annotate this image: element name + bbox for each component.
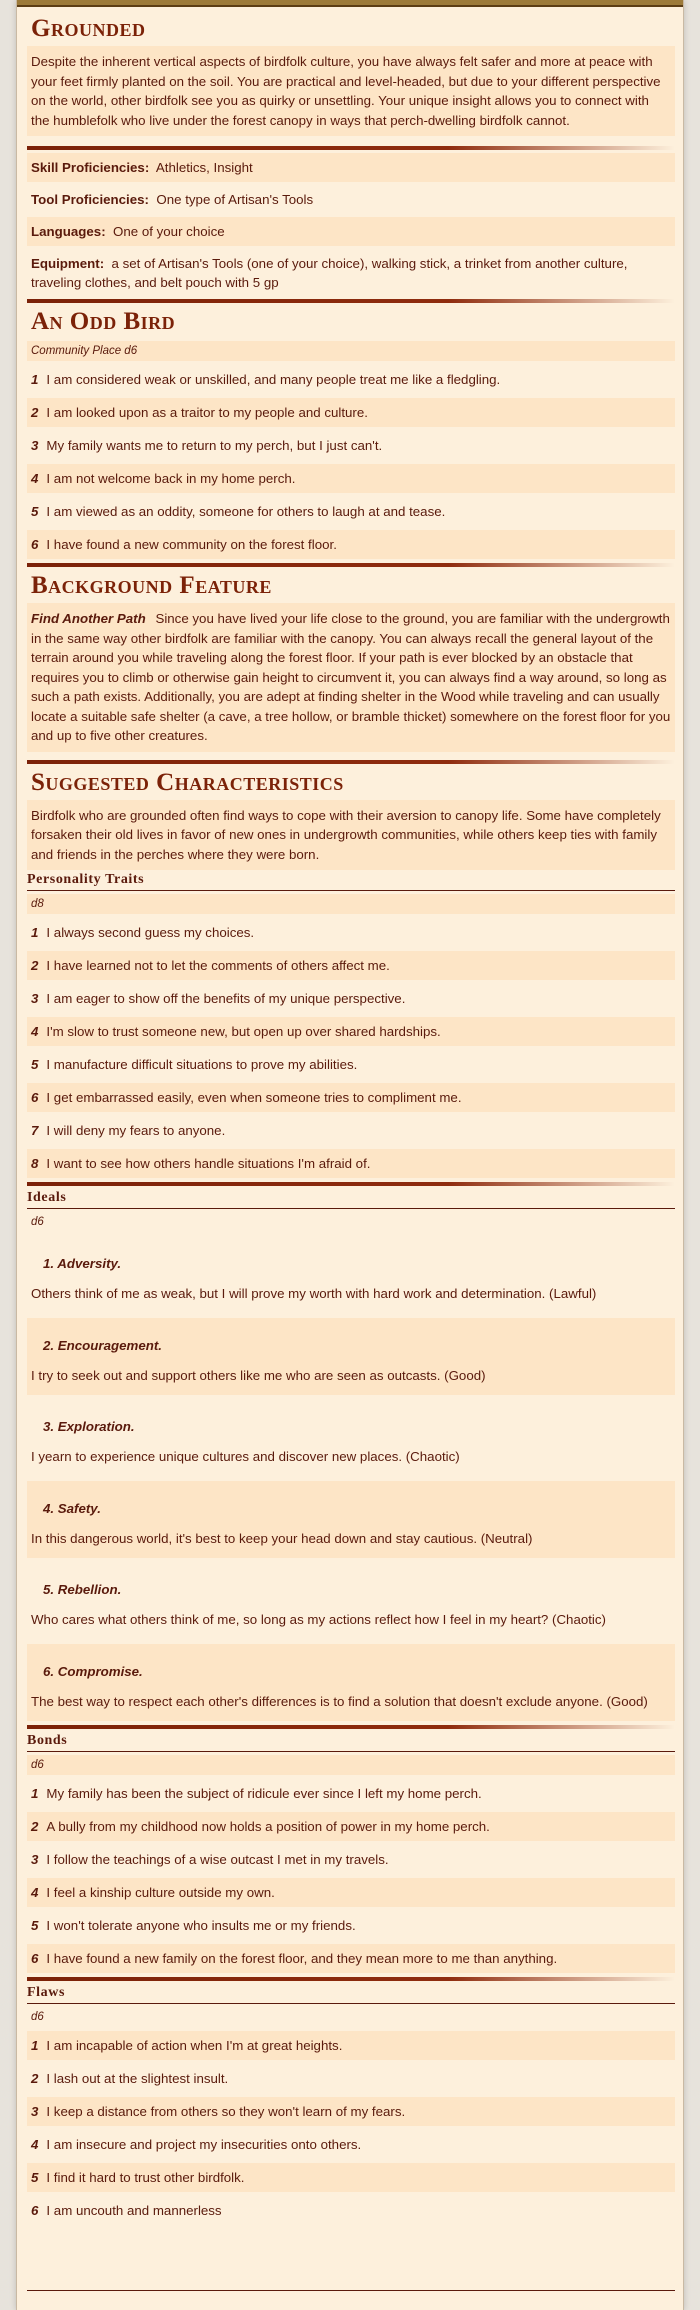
bonds-table (27, 1779, 675, 1973)
section-rule (27, 563, 675, 567)
table-row: 4 I am insecure and project my insecurities onto others. (31, 2137, 362, 2152)
flaws-table (27, 2031, 675, 2225)
ideal-item: 5. Rebellion. Who cares what others think of me, so long as my actions reflect how I feel in my heart? (Chaotic) (31, 1582, 606, 1627)
section-rule (27, 1725, 675, 1729)
table-row: 5 I won't tolerate anyone who insults me or my friends. (31, 1918, 356, 1933)
traits-table (27, 918, 675, 1178)
ideal-item: 4. Safety. In this dangerous world, it's best to keep your head down and stay cautious. (Neutral) (27, 1481, 675, 1559)
table-row: 3 My family wants me to return to my perch, but I just can't. (31, 438, 383, 453)
characteristics-paragraph: Birdfolk who are grounded often find ways to cope with their aversion to canopy life. Some have completely forsaken their old lives in favor of new ones in undergrowth communities, while others keep ties with family and friends in the perches where they were born. (27, 800, 675, 871)
ideals-table (27, 1236, 675, 1721)
ideal-item: 6. Compromise. The best way to respect each other's differences is to find a solution that doesn't exclude anyone. (Good) (27, 1644, 675, 1722)
ideals-heading: Ideals (27, 1188, 675, 1209)
table-row: 3 I am eager to show off the benefits of my unique perspective. (31, 991, 406, 1006)
section-rule (27, 1977, 675, 1981)
table-row: 5 I manufacture difficult situations to prove my abilities. (31, 1057, 358, 1072)
bonds-heading: Bonds (27, 1731, 675, 1752)
ideal-item: 2. Encouragement. I try to seek out and support others like me who are seen as outcasts. (Good) (27, 1318, 675, 1396)
content (27, 14, 675, 2229)
table-row: 6 I have found a new community on the forest floor. (27, 530, 675, 559)
page-title: Grounded (31, 15, 146, 42)
table-row: 1 My family has been the subject of ridicule ever since I left my home perch. (31, 1786, 482, 1801)
odd-bird-table (27, 365, 675, 559)
table-row: 6 I am uncouth and mannerless (31, 2203, 222, 2218)
feature-name: Find Another Path (31, 611, 146, 626)
section-rule (27, 1182, 675, 1186)
table-row: 6 I have found a new family on the forest floor, and they mean more to me than anything. (27, 1944, 675, 1973)
table-row: 5 I find it hard to trust other birdfolk. (27, 2163, 675, 2192)
skill-proficiencies: Skill Proficiencies: Athletics, Insight (31, 160, 253, 175)
table-row: 2 I have learned not to let the comments of others affect me. (27, 951, 675, 980)
bonds-caption: d6 (27, 1755, 675, 1775)
table-row: 2 I lash out at the slightest insult. (31, 2071, 229, 2086)
ideal-item: 1. Adversity. Others think of me as weak, but I will prove my worth with hard work and determination. (Lawful) (31, 1256, 597, 1301)
table-row: 1 I am considered weak or unskilled, and many people treat me like a fledgling. (31, 372, 501, 387)
section-rule (27, 299, 675, 303)
traits-heading: Personality Traits (27, 870, 675, 891)
proficiency-block (27, 153, 675, 182)
table-row: 7 I will deny my fears to anyone. (31, 1123, 226, 1138)
ideals-caption: d6 (31, 1216, 44, 1228)
section-rule (27, 146, 675, 150)
traits-caption: d8 (27, 894, 675, 914)
characteristics-heading: Suggested Characteristics (31, 768, 344, 796)
table-row: 4 I feel a kinship culture outside my own. (27, 1878, 675, 1907)
table-row: 8 I want to see how others handle situations I'm afraid of. (27, 1149, 675, 1178)
ideal-item: 3. Exploration. I yearn to experience unique cultures and discover new places. (Chaotic) (31, 1419, 460, 1464)
feature-heading: Background Feature (31, 572, 272, 599)
document-page (16, 0, 684, 2310)
table-row: 2 I am looked upon as a traitor to my people and culture. (27, 398, 675, 427)
table-row: 3 I keep a distance from others so they won't learn of my fears. (27, 2097, 675, 2126)
table-row: 1 I am incapable of action when I'm at great heights. (27, 2031, 675, 2060)
bottom-border (27, 2290, 675, 2291)
feature-paragraph: Find Another Path Since you have lived your life close to the ground, you are familiar with the undergrowth in the same way other birdfolk are familiar with the canopy. You can always recall the general layout of the terrain around you while traveling along the forest floor. If your path is ever blocked by an obstacle that requires you to climb or otherwise gain height to circumvent it, you can always find a way around, so long as such a path exists. Additionally, you are adept at finding shelter in the Wood while traveling and can usually locate a suitable safe shelter (a cave, a tree hollow, or bramble thicket) somewhere on the forest floor for you and up to five other creatures. (27, 603, 675, 752)
top-border (17, 0, 683, 7)
table-row: 4 I'm slow to trust someone new, but open up over shared hardships. (27, 1017, 675, 1046)
table-row: 3 I follow the teachings of a wise outcast I met in my travels. (31, 1852, 389, 1867)
tool-proficiencies: Tool Proficiencies: One type of Artisan's Tools (31, 192, 314, 207)
languages: Languages: One of your choice (27, 217, 675, 246)
table-row: 6 I get embarrassed easily, even when someone tries to compliment me. (27, 1083, 675, 1112)
table-row: 4 I am not welcome back in my home perch. (27, 464, 675, 493)
table-row: 2 A bully from my childhood now holds a position of power in my home perch. (27, 1812, 675, 1841)
odd-bird-heading: An Odd Bird (31, 308, 176, 335)
flaws-caption: d6 (31, 2011, 44, 2023)
table-row: 1 I always second guess my choices. (31, 925, 255, 940)
flaws-heading: Flaws (27, 1983, 675, 2004)
intro-paragraph: Despite the inherent vertical aspects of birdfolk culture, you have always felt safer and more at peace with your feet firmly planted on the soil. You are practical and level-headed, but due to your different perspective on the world, other birdfolk see you as quirky or unsettling. Your unique insight allows you to connect with the humblefolk who live under the forest canopy in ways that perch-dwelling birdfolk cannot. (27, 46, 675, 136)
table-row: 5 I am viewed as an oddity, someone for others to laugh at and tease. (31, 504, 446, 519)
section-rule (27, 760, 675, 764)
odd-bird-caption: Community Place d6 (27, 341, 675, 361)
equipment: Equipment: a set of Artisan's Tools (one of your choice), walking stick, a trinket from another culture, traveling clothes, and belt pouch with 5 gp (31, 256, 628, 290)
